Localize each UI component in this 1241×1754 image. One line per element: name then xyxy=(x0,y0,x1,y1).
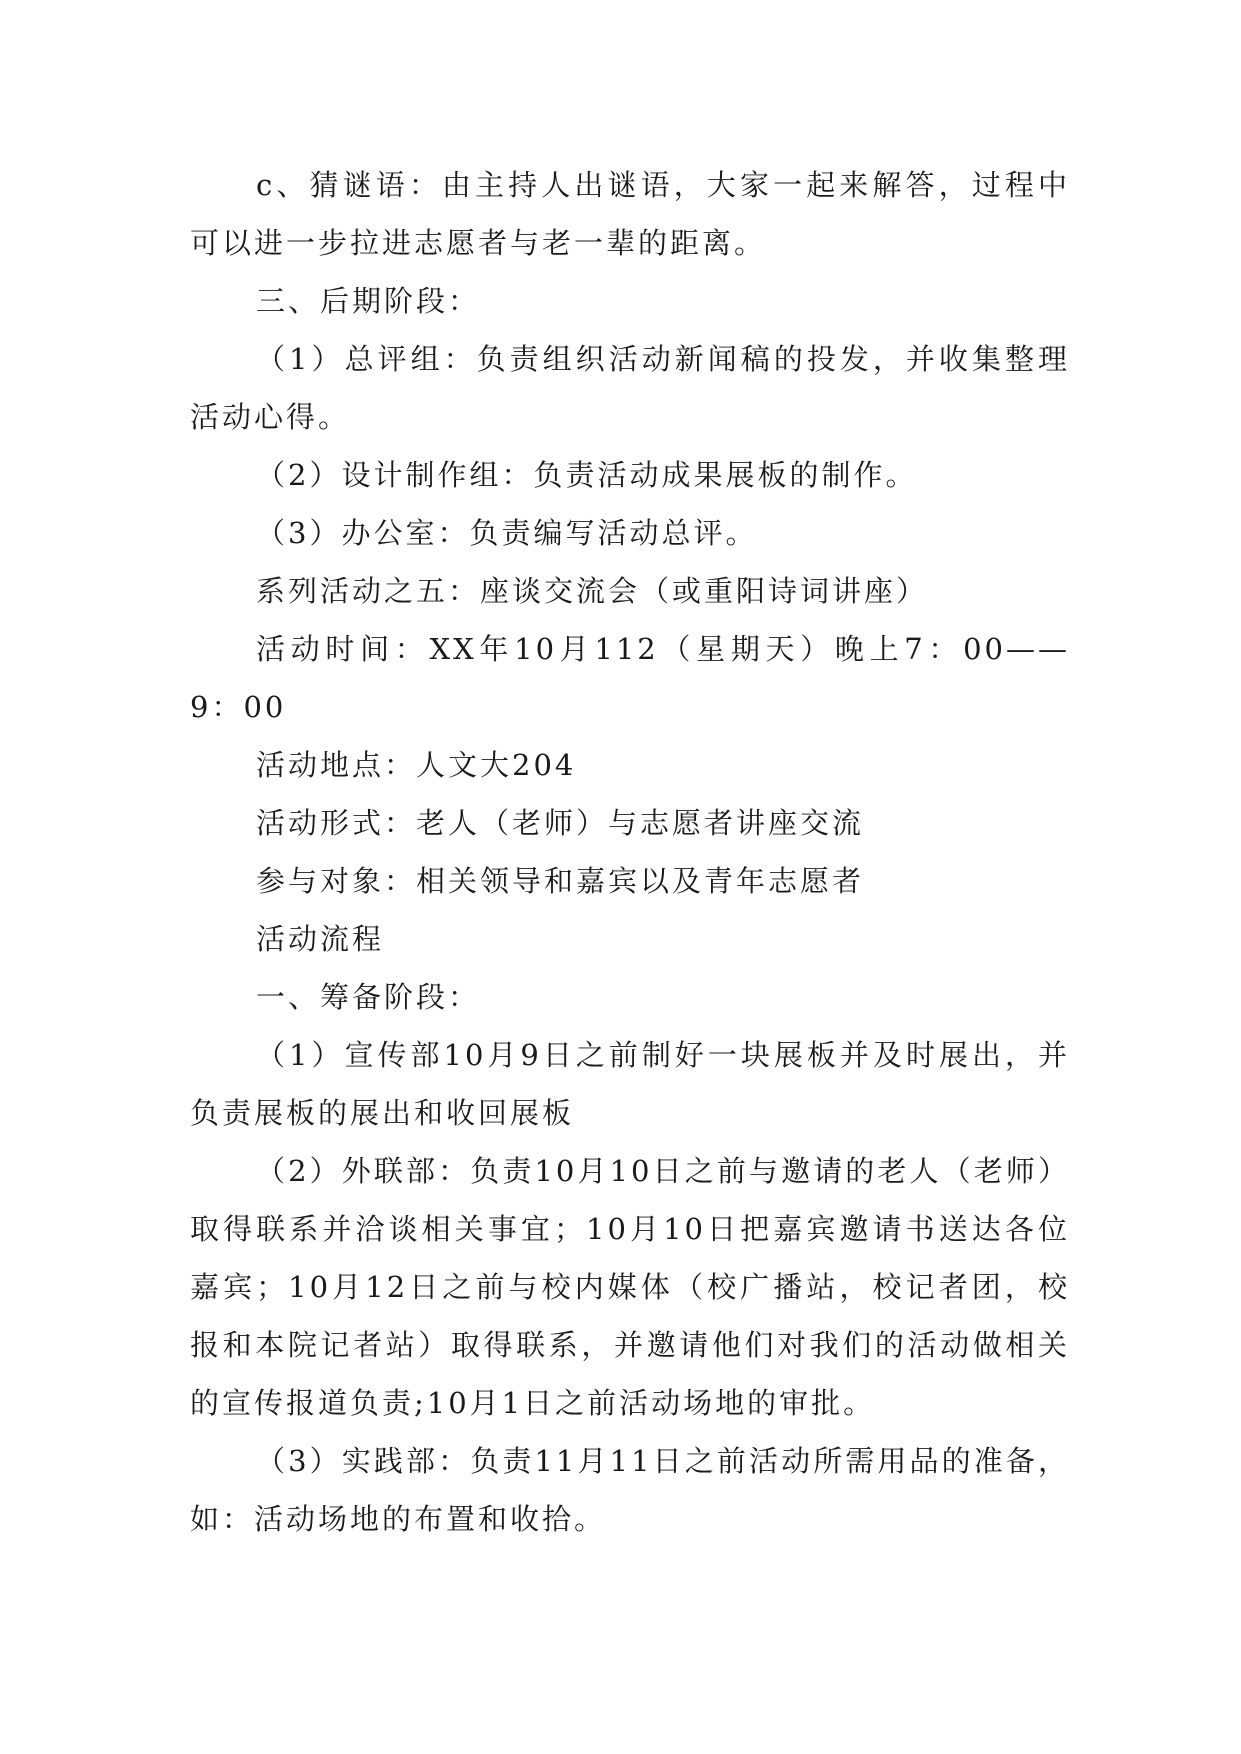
heading-activity-five: 系列活动之五：座谈交流会（或重阳诗词讲座） xyxy=(256,574,929,608)
paragraph-riddle-game: c、猜谜语：由主持人出谜语，大家一起来解答，过程中可以进一步拉进志愿者与老一辈的距离。 xyxy=(190,168,1070,260)
heading-preparation-stage: 一、筹备阶段： xyxy=(256,980,481,1014)
paragraph-publicity-dept: （1）宣传部10月9日之前制好一块展板并及时展出，并负责展板的展出和收回展板 xyxy=(190,1038,1070,1130)
paragraph-activity-location: 活动地点：人文大204 xyxy=(256,748,577,782)
paragraph-design-group: （2）设计制作组：负责活动成果展板的制作。 xyxy=(256,458,918,492)
heading-late-stage: 三、后期阶段： xyxy=(256,284,481,318)
heading-activity-process: 活动流程 xyxy=(256,922,385,956)
paragraph-external-dept: （2）外联部：负责10月10日之前与邀请的老人（老师）取得联系并洽谈相关事宜；10月10日把嘉宾邀请书送达各位嘉宾；10月12日之前与校内媒体（校广播站，校记者团，校报和本院记者站）取得联系，并邀请他们对我们的活动做相关的宣传报道负责;10月1日之前活动场地的审批。 xyxy=(190,1154,1070,1420)
paragraph-review-group: （1）总评组：负责组织活动新闻稿的投发，并收集整理活动心得。 xyxy=(190,342,1070,434)
paragraph-practice-dept: （3）实践部：负责11月11日之前活动所需用品的准备，如：活动场地的布置和收拾。 xyxy=(190,1444,1070,1536)
paragraph-office: （3）办公室：负责编写活动总评。 xyxy=(256,516,758,550)
document-body xyxy=(190,156,1070,1548)
paragraph-activity-time: 活动时间：XX年10月112（星期天）晚上7：00——9：00 xyxy=(190,632,1070,724)
paragraph-activity-format: 活动形式：老人（老师）与志愿者讲座交流 xyxy=(256,806,865,840)
paragraph-participants: 参与对象：相关领导和嘉宾以及青年志愿者 xyxy=(256,864,865,898)
